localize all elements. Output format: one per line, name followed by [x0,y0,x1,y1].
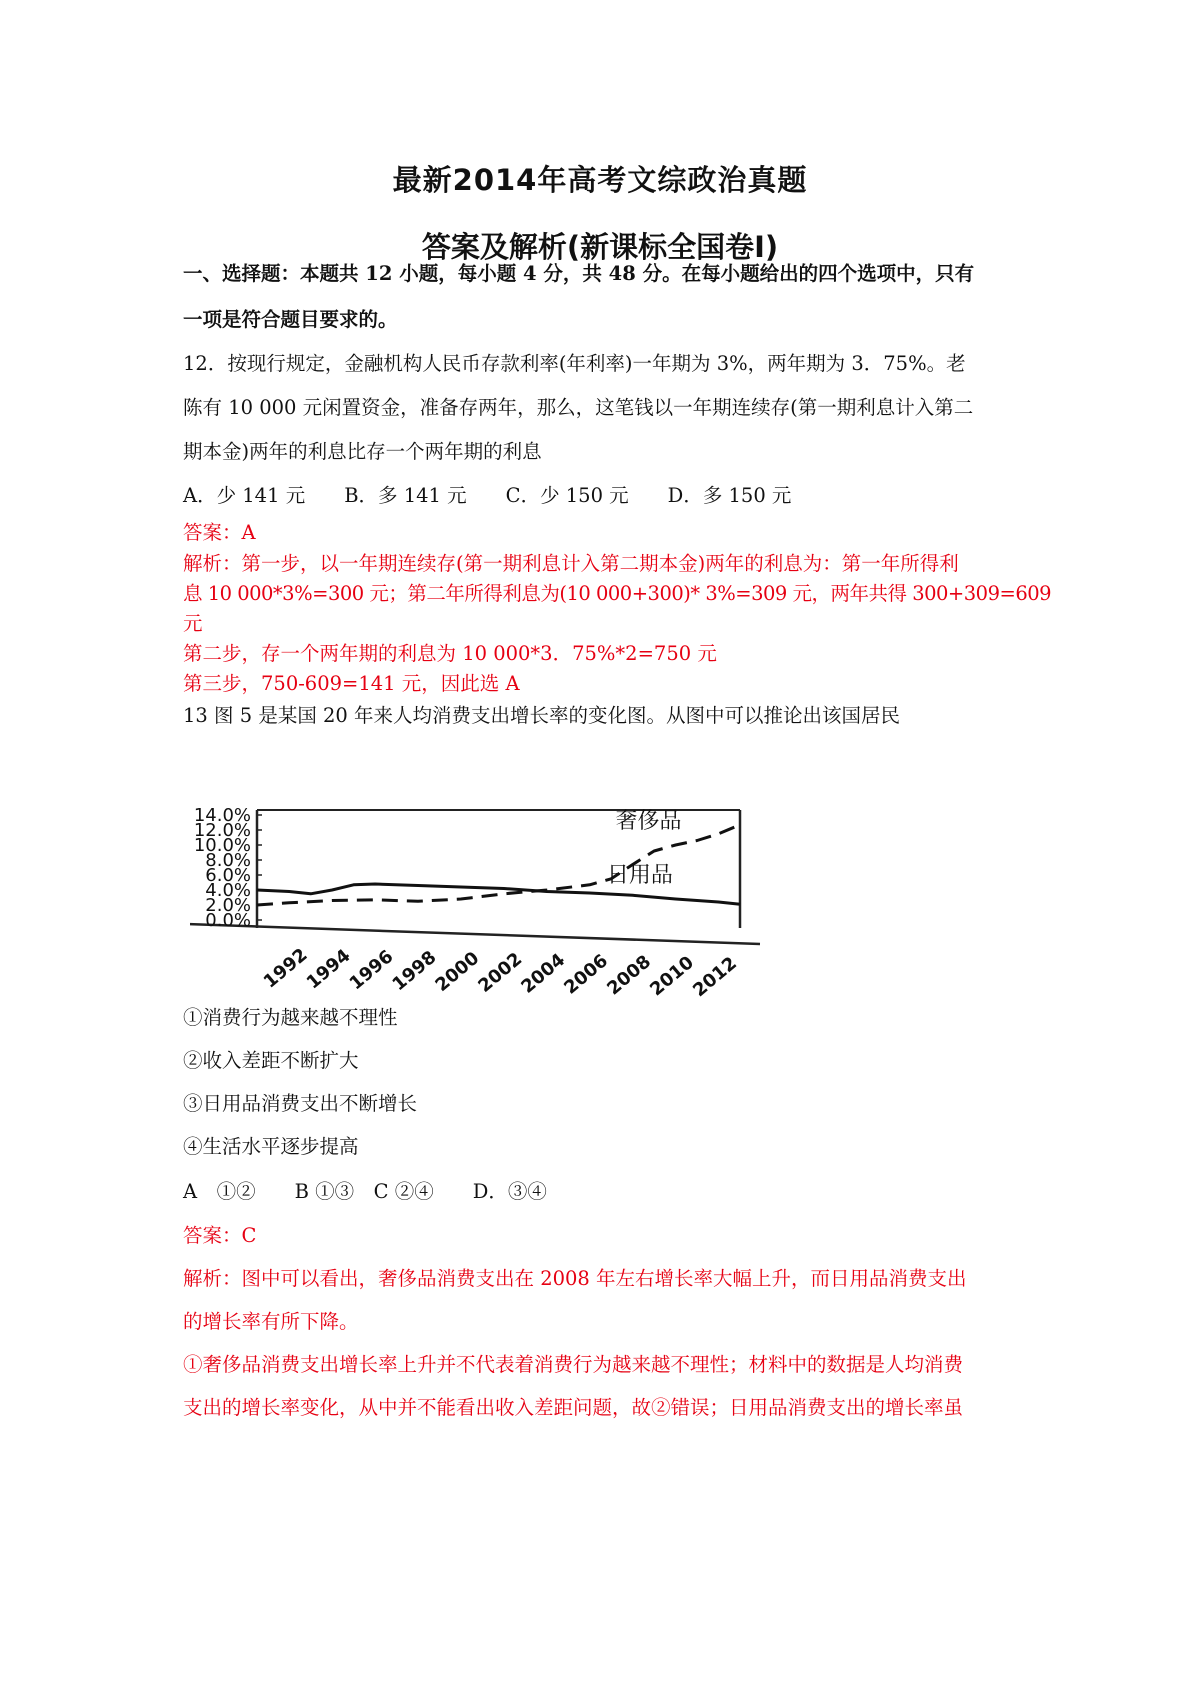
q13-stem: 13 图 5 是某国 20 年来人均消费支出增长率的变化图。从图中可以推论出该国居民 [183,704,901,727]
y-tick-label: 14.0% [193,805,251,826]
q12-stem-line2: 陈有 10 000 元闲置资金，准备存两年，那么，这笔钱以一年期连续存(第一期利息计入第二 [183,396,974,419]
q12-analysis-line2: 息 10 000*3%=300 元；第二年所得利息为(10 000+300)* 3%=309 元，两年共得 300+309=609 [183,582,1052,605]
section-header-line1: 一、选择题：本题共 12 小题，每小题 4 分，共 48 分。在每小题给出的四个选项中，只有 [183,262,975,285]
q12-answer: 答案：A [183,521,256,544]
q12-options: A．少 141 元 B．多 141 元 C．少 150 元 D．多 150 元 [183,484,792,507]
q12-stem-line3: 期本金)两年的利息比存一个两年期的利息 [183,440,542,463]
x-tick-label: 2006 [560,950,613,999]
y-tick-label: 4.0% [205,880,251,901]
x-tick-label: 1992 [259,944,312,993]
x-tick-label: 2002 [474,948,527,997]
legend-label-daily: 日用品 [606,862,673,888]
x-tick-label: 2000 [431,947,484,997]
q12-analysis-line3: 元 [183,612,203,635]
q12-stem-line1: 12．按现行规定，金融机构人民币存款利率(年利率)一年期为 3%，两年期为 3．75%。老 [183,352,966,375]
q13-statement-2: ②收入差距不断扩大 [183,1049,359,1072]
y-tick-label: 8.0% [205,850,251,871]
x-tick-label: 2010 [646,952,699,1001]
y-tick-label: 0.0% [205,910,251,931]
q13-analysis-line4: 支出的增长率变化，从中并不能看出收入差距问题，故②错误；日用品消费支出的增长率虽 [183,1396,964,1419]
x-tick-label: 1996 [345,945,398,995]
y-tick-label: 6.0% [205,865,251,886]
y-tick-label: 10.0% [193,835,251,856]
x-tick-label: 2012 [689,952,741,1002]
q12-step3: 第三步，750-609=141 元，因此选 A [183,672,520,695]
q13-statement-1: ①消费行为越来越不理性 [183,1006,398,1029]
x-tick-label: 2004 [517,949,570,998]
q12-step2: 第二步，存一个两年期的利息为 10 000*3．75%*2=750 元 [183,642,717,665]
q13-options: A ①② B ①③ C ②④ D．③④ [183,1180,547,1203]
q13-statement-4: ④生活水平逐步提高 [183,1135,359,1158]
document-subtitle: 答案及解析(新课标全国卷I) [421,230,779,264]
q13-analysis-line3: ①奢侈品消费支出增长率上升并不代表着消费行为越来越不理性；材料中的数据是人均消费 [183,1353,964,1376]
y-tick-label: 12.0% [193,820,251,841]
document-title: 最新2014年高考文综政治真题 [392,163,808,197]
q13-analysis-line2: 的增长率有所下降。 [183,1310,359,1333]
q12-analysis-line1: 解析：第一步，以一年期连续存(第一期利息计入第二期本金)两年的利息为：第一年所得利 [183,552,959,575]
q13-answer: 答案：C [183,1224,257,1247]
q13-analysis-line1: 解析：图中可以看出，奢侈品消费支出在 2008 年左右增长率大幅上升，而日用品消费支出 [183,1267,967,1290]
chart-x-axis [190,924,760,944]
x-tick-label: 1994 [302,945,355,994]
x-tick-label: 2008 [603,951,656,1000]
y-tick-label: 2.0% [205,895,251,916]
legend-label-luxury: 奢侈品 [615,808,682,834]
section-header-line2: 一项是符合题目要求的。 [183,308,398,331]
x-tick-label: 1998 [388,946,441,996]
q13-statement-3: ③日用品消费支出不断增长 [183,1092,418,1115]
